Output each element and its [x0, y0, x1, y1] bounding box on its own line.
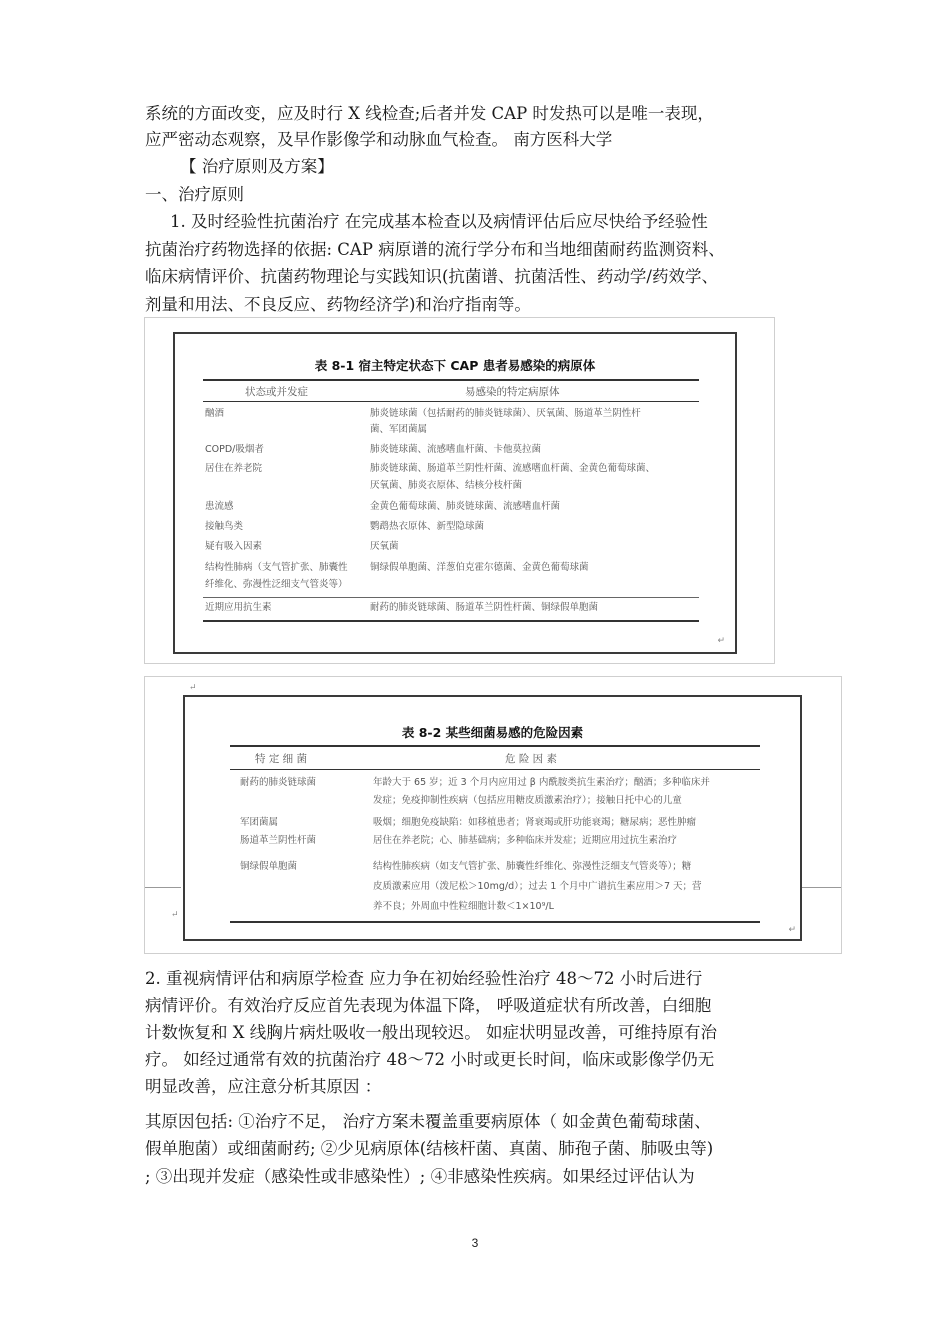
paragraph-1-line-1: 系统的方面改变，应及时行 X 线检查;后者并发 CAP 时发热可以是唯一表现， [145, 104, 714, 123]
table-8-1-condition: 接触鸟类 [205, 521, 244, 532]
table-8-1-pathogens: 菌、军团菌属 [370, 424, 428, 435]
table-8-1-pathogens: 铜绿假单胞菌、洋葱伯克霍尔德菌、金黄色葡萄球菌 [370, 562, 589, 573]
table-8-2-bacterium: 耐药的肺炎链球菌 [240, 777, 317, 788]
table-8-2-bacterium: 军团菌属 [240, 817, 279, 828]
paragraph-3-line-2: 病情评价。有效治疗反应首先表现为体温下降， 呼吸道症状有所改善，白细胞 [145, 996, 712, 1015]
table-8-2-bacterium: 铜绿假单胞菌 [240, 861, 298, 872]
table-8-2-title: 表 8-2 某些细菌易感的危险因素 [401, 725, 584, 740]
table-8-2-factors: 皮质激素应用（泼尼松＞10mg/d）；过去 1 个月中广谱抗生素应用＞7 天；营 [373, 881, 702, 892]
table-top-rule [230, 745, 760, 747]
paragraph-4-line-1: 其原因包括: ①治疗不足， 治疗方案未覆盖重要病原体（ 如金黄色葡萄球菌、 [145, 1112, 711, 1131]
table-8-2 [183, 695, 802, 941]
table-8-1-header-pathogens: 易感染的特定病原体 [465, 386, 560, 398]
table-8-1-pathogens: 金黄色葡萄球菌、肺炎链球菌、流感嗜血杆菌 [370, 501, 561, 512]
paragraph-2-line-3: 临床病情评价、抗菌药物理论与实践知识(抗菌谱、抗菌活性、药动学/药效学、 [145, 267, 718, 286]
paragraph-2-line-4: 剂量和用法、不良反应、药物经济学)和治疗指南等。 [145, 295, 531, 314]
return-mark: ↵ [189, 683, 197, 693]
table-8-2-bacterium: 肠道革兰阴性杆菌 [240, 835, 317, 846]
table-bottom-rule [203, 620, 699, 622]
table-8-1-condition: 患流感 [205, 501, 234, 512]
table-8-2-header-bacterium: 特 定 细 菌 [255, 753, 308, 765]
table-8-1-image [144, 317, 775, 664]
table-8-2-factors: 吸烟；细胞免疫缺陷：如移植患者；肾衰竭或肝功能衰竭；糖尿病；恶性肿瘤 [373, 817, 697, 828]
paragraph-1-line-2: 应严密动态观察，及早作影像学和动脉血气检查。 南方医科大学 [145, 130, 613, 149]
table-top-rule [203, 379, 699, 381]
table-header-rule [230, 769, 760, 770]
paragraph-3-line-4: 疗。 如经过通常有效的抗菌治疗 48～72 小时或更长时间，临床或影像学仍无 [145, 1050, 715, 1069]
paragraph-3-line-5: 明显改善，应注意分析其原因 ： [145, 1077, 382, 1096]
table-8-1-condition: 结构性肺病（支气管扩张、肺囊性 [205, 562, 348, 573]
table-8-1-pathogens: 厌氧菌、肺炎衣原体、结核分枝杆菌 [370, 480, 523, 491]
table-8-2-factors: 结构性肺疾病（如支气管扩张、肺囊性纤维化、弥漫性泛细支气管炎等）；糖 [373, 861, 692, 872]
table-8-1-title: 表 8-1 宿主特定状态下 CAP 患者易感染的病原体 [314, 358, 596, 373]
paragraph-3-line-1: 2. 重视病情评估和病原学检查 应力争在初始经验性治疗 48～72 小时后进行 [145, 969, 703, 988]
table-8-1-condition: COPD/吸烟者 [205, 444, 264, 455]
paragraph-2-line-2: 抗菌治疗药物选择的依据: CAP 病原谱的流行学分布和当地细菌耐药监测资料、 [145, 240, 725, 259]
table-8-2-image [144, 676, 842, 954]
table-bottom-rule [230, 921, 760, 923]
paragraph-4-line-2: 假单胞菌）或细菌耐药; ②少见病原体(结核杆菌、真菌、肺孢子菌、肺吸虫等) [145, 1139, 714, 1158]
page-line-right [801, 887, 841, 888]
paragraph-4-line-3: ; ③出现并发症（感染性或非感染性）; ④非感染性疾病。如果经过评估认为 [145, 1167, 695, 1186]
table-8-1-pathogens: 耐药的肺炎链球菌、肠道革兰阴性杆菌、铜绿假单胞菌 [370, 602, 599, 613]
table-8-2-factors: 年龄大于 65 岁；近 3 个月内应用过 β 内酰胺类抗生素治疗；酗酒；多种临床并 [373, 777, 710, 788]
table-header-rule [203, 401, 699, 402]
table-8-1-pathogens: 鹦鹉热衣原体、新型隐球菌 [370, 521, 485, 532]
return-mark: ↵ [171, 910, 179, 920]
table-8-2-factors: 居住在养老院；心、肺基础病；多种临床并发症；近期应用过抗生素治疗 [373, 835, 678, 846]
return-mark: ↵ [788, 925, 796, 935]
table-8-2-header-factors: 危 险 因 素 [505, 753, 558, 765]
table-8-1-pathogens: 肺炎链球菌、肠道革兰阴性杆菌、流感嗜血杆菌、金黄色葡萄球菌、 [370, 463, 656, 474]
table-8-1 [173, 332, 737, 654]
return-mark: ↵ [717, 636, 725, 646]
subheading: 一、治疗原则 [145, 185, 244, 204]
table-8-1-condition: 居住在养老院 [205, 463, 263, 474]
page-number: 3 [471, 1236, 479, 1250]
table-8-1-condition: 纤维化、弥漫性泛细支气管炎等） [205, 579, 348, 590]
table-row-rule [203, 597, 699, 598]
section-heading: 【 治疗原则及方案】 [180, 157, 334, 176]
table-8-1-condition: 疑有吸入因素 [205, 541, 263, 552]
paragraph-3-line-3: 计数恢复和 X 线胸片病灶吸收一般出现较迟。 如症状明显改善，可维持原有治 [145, 1023, 717, 1042]
table-8-1-pathogens: 厌氧菌 [370, 541, 399, 552]
table-8-2-factors: 养不良；外周血中性粒细胞计数＜1×10⁹/L [373, 901, 554, 912]
table-8-2-factors: 发症；免疫抑制性疾病（包括应用糖皮质激素治疗）；接触日托中心的儿童 [373, 795, 682, 806]
table-8-1-condition: 酗酒 [205, 408, 225, 419]
table-8-1-pathogens: 肺炎链球菌、流感嗜血杆菌、卡他莫拉菌 [370, 444, 542, 455]
table-8-1-header-condition: 状态或并发症 [245, 386, 308, 398]
page-line-left [145, 887, 181, 888]
table-8-1-condition: 近期应用抗生素 [205, 602, 272, 613]
table-8-1-pathogens: 肺炎链球菌（包括耐药的肺炎链球菌）、厌氧菌、肠道革兰阴性杆 [370, 408, 641, 419]
paragraph-2-line-1: 1. 及时经验性抗菌治疗 在完成基本检查以及病情评估后应尽快给予经验性 [170, 212, 708, 231]
